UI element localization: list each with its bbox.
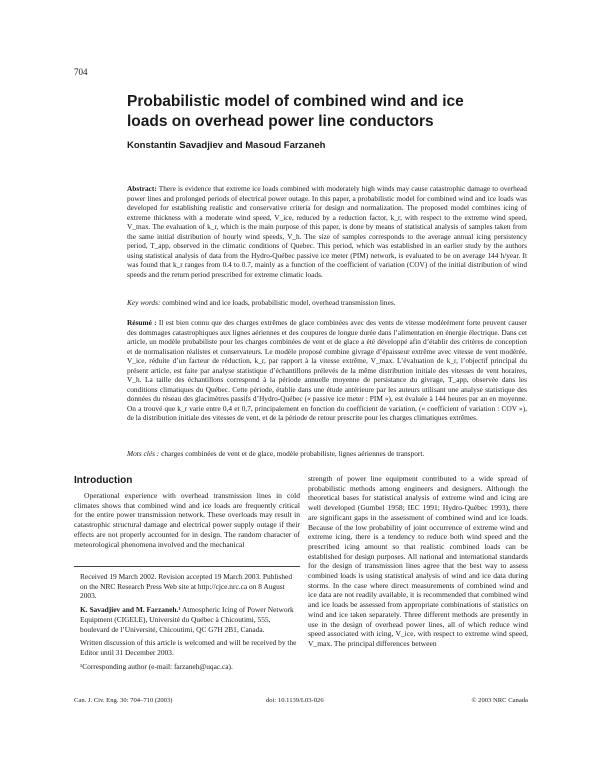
resume-label: Résumé : (127, 318, 157, 327)
doi: doi: 10.1139/L03-026 (266, 697, 324, 704)
page-number: 704 (74, 67, 88, 77)
author-list: Konstantin Savadjiev and Masoud Farzaneh (127, 140, 326, 151)
abstract (127, 184, 527, 279)
introduction-paragraph: Operational experience with overhead transmission lines in cold climates shows that combined wind and ice loads are frequently critical for the entire power transmission network. These overloads may result in catastrophic structural damage and electrical power supply outage if their effects are not properly accounted for in design. The random character of meteorological phenomena involved and the mechanical (74, 491, 300, 549)
mots-cles-label: Mots clés : (127, 449, 160, 458)
mots-cles (127, 449, 527, 459)
resume-text: Il est bien connu que des charges extrêmes de glace combinées avec des vents de vitesse modérément forte peuvent causer des dommages catastrophiques aux lignes aériennes et des coupures de longue durée dans l’alimentation en énergie électrique. Dans cet article, un modèle probabiliste pour les charges combinées de vent et de glace a été développé afin d’établir des critères de conception et de normalisation réalistes et conservateurs. Le modèle proposé combine givrage d’épaisseur extrême avec vitesse de vent modérée, V_ice, réduite d’un facteur de réduction, k_r, par rapport à la vitesse extrême, V_max. L’évaluation de k_r, l’objectif principal du présent article, est faite par analyse statistique d’échantillons prélevés de la même distribution initiale des vitesses de vent horaires, V_h. La taille des échantillons correspond à la période annuelle moyenne de persistance du givrage, T_app, observée dans les conditions climatiques du Québec. Cette période, établie dans une étude antérieure par les auteurs utilisant une analyse statistique des données du réseau des glacimètres passifs d’Hydro-Québec (« passive ice meter : PIM »), est évaluée à 144 heures par an en moyenne. On a trouvé que k_r varie entre 0,4 et 0,7, principalement en fonction du coefficient de variation, (« coefficient of variation : COV »), de la distribution initiale des vitesses de vent, et de la période de retour prescrite pour les charges climatiques extrêmes. (127, 318, 527, 423)
author-affiliation-block (80, 605, 300, 634)
right-column-paragraph: strength of power line equipment contributed to a wide spread of probabilistic methods among engineers and designers. Although the theoretical bases for statistical analysis of extreme wind and icing are well developed (Gumbel 1958; IEC 1991; Hydro-Québec 1993), there are significant gaps in the assessment of combined wind and ice loads. Because of the low probability of joint occurrence of extreme wind and extreme icing, there is a tendency to reduce both wind speed and the prescribed icing amount so that realistic combined loads can be established for design purposes. All national and international standards for the design of transmission lines agree that the best way to assess combined loads is using statistical analysis of wind and ice data during storms. In the case where direct measurements of combined wind and ice data are not readily available, it is recommended that combined wind and ice loads be assessed from appropriate combinations of statistics on wind and ice taken separately. Three different methods are presently in use in the design of overhead power lines, all of which reduce wind speed associated with icing, V_ice, with respect to extreme wind speed, V_max. The principal differences between (308, 474, 528, 648)
introduction-heading: Introduction (74, 475, 133, 486)
keywords-text: combined wind and ice loads, probabilistic model, overhead transmission lines. (162, 298, 396, 307)
discussion-note: Written discussion of this article is welcomed and will be received by the Editor until 31 December 2003. (80, 638, 297, 657)
received-dates: Received 19 March 2002. Revision accepted 19 March 2003. Published on the NRC Research Press Web site at http://cjce.nrc.ca on 8 August 2003. (80, 572, 293, 601)
resume (127, 318, 527, 423)
keywords-label: Key words: (127, 298, 161, 307)
keywords (127, 298, 527, 308)
journal-citation: Can. J. Civ. Eng. 30: 704–710 (2003) (74, 697, 173, 704)
abstract-label: Abstract: (127, 184, 157, 193)
abstract-text: There is evidence that extreme ice loads combined with moderately high winds may cause catastrophic damage to overhead power lines and prolonged periods of electrical power outage. In this paper, a probabilistic model for combined wind and ice loads was developed for establishing realistic and conservative criteria for design and normalization. The proposed model combines icing of extreme thickness with a moderate wind speed, V_ice, reduced by a reduction factor, k_r, with respect to the extreme wind speed, V_max. The evaluation of k_r, which is the main purpose of this paper, is done by means of statistical analysis of samples taken from the same initial distribution of hourly wind speeds, V_h. The size of samples corresponds to the average annual icing persistency period, T_app, observed in the climatic conditions of Quebec. This period, which was established in an earlier study by the authors using statistical analysis of data from the Hydro-Québec passive ice meter (PIM) network, is evaluated to be on average 144 h/year. It was found that k_r ranges from 0.4 to 0.7, mainly as a function of the coefficient of variation (COV) of the initial distribution of wind speeds and the return period prescribed for extreme climatic loads. (127, 184, 527, 279)
mots-cles-text: charges combinées de vent et de glace, modèle probabiliste, lignes aériennes de transport. (161, 449, 425, 458)
article-info-footnote (80, 572, 300, 675)
page-footer (74, 697, 528, 707)
copyright: © 2003 NRC Canada (471, 697, 528, 704)
affiliation-text: Atmospheric Icing of Power Network Equipment (CIGELE), Université du Québec à Chicoutimi, 555, boulevard de l’Université, Chicoutimi, QC G7H 2B1, Canada. (80, 605, 294, 634)
footnote-divider (74, 566, 300, 567)
affiliation-authors: K. Savadjiev and M. Farzaneh.¹ (80, 605, 181, 615)
corresponding-author: ¹Corresponding author (e-mail: farzaneh@uqac.ca). (80, 661, 233, 671)
article-title: Probabilistic model of combined wind and ice loads on overhead power line conductors (127, 93, 464, 130)
